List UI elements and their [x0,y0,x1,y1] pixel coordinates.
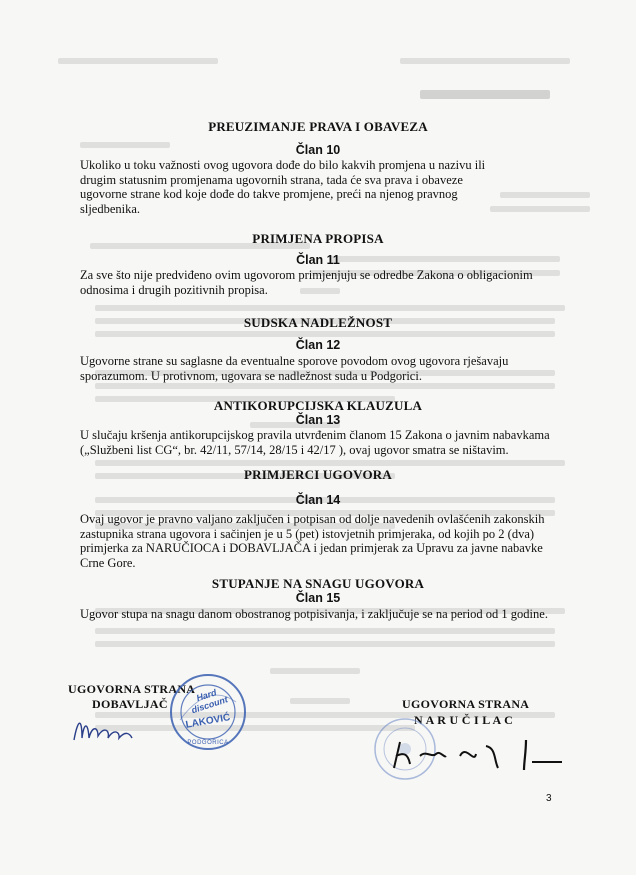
text-line: Ukoliko u toku važnosti ovog ugovora dođe do bilo kakvih promjena u nazivu ili [80,158,486,172]
text-line: Ovaj ugovor je pravno valjano zaključen i potpisan od dolje navedenih ovlašćenih zakonskih [80,512,545,526]
supplier-party-label: UGOVORNA STRANA [68,682,196,696]
article-11-title: Član 11 [296,253,340,267]
heading-primjerci: PRIMJERCI UGOVORA [244,467,392,482]
article-14-title: Član 14 [295,493,341,507]
article-14-text [80,512,562,570]
article-10-text [80,158,558,216]
article-15-title: Član 15 [295,591,341,605]
heading-sudska-nadleznost: SUDSKA NADLEŽNOST [243,315,393,330]
stamp-ring-text: PODGORICA [187,740,229,746]
buyer-signature-icon [386,734,566,774]
text-line: sporazumom. U protivnom, ugovara se nadležnost suda u Podgorici. [80,368,422,383]
heading-antikorupcijska: ANTIKORUPCIJSKA KLAUZULA [213,398,423,413]
text-line: ugovorne strane kod koje dođe do takve promjene, preći na njenog pravnog [80,187,458,201]
buyer-party-label: UGOVORNA STRANA [402,697,530,711]
text-line: („Službeni list CG“, br. 42/11, 57/14, 28/15 i 42/17 ), ovaj ugovor smatra se ništavim. [80,442,509,457]
text-line: zastupnika strana ugovora i sačinjen je u 5 (pet) istovjetnih primjeraka, od kojih po 2 (dva) [80,526,535,541]
heading-stupanje: STUPANJE NA SNAGU UGOVORA [211,576,425,591]
article-15-text [80,607,570,622]
stamp-name-text: LAKOVIĆ [184,712,232,731]
text-line: Ugovor stupa na snagu danom obostranog potpisivanja, i zaključuje se na period od 1 godine. [80,607,548,621]
text-line: Crne Gore. [80,555,136,570]
text-line: sljedbenika. [80,201,141,216]
supplier-signature-icon [70,712,180,746]
supplier-stamp [168,672,248,752]
stamp-center-text: Hard discount [190,687,229,716]
supplier-role-label: DOBAVLJAČ [92,697,168,711]
heading-primjena-propisa: PRIMJENA PROPISA [252,231,384,246]
buyer-role-label: N A R U Č I L A C [414,713,514,727]
article-12-text [80,354,558,383]
heading-preuzimanje: PREUZIMANJE PRAVA I OBAVEZA [208,119,428,134]
article-13-text [80,428,570,457]
text-line: U slučaju kršenja antikorupcijskog pravila utvrđenim članom 15 Zakona o javnim nabavkama [80,428,550,442]
text-line: odnosima i drugih pozitivnih propisa. [80,282,268,297]
article-11-text [80,268,570,297]
page-number: 3 [546,793,552,804]
article-13-title: Član 13 [295,413,341,427]
text-line: drugim statusnim promjenama ugovornih strana, tada će sva prava i obaveze [80,172,463,187]
text-line: primjerka za NARUČIOCA i DOBAVLJAČA i jedan primjerak za Upravu za javne nabavke [80,541,543,555]
article-10-title: Član 10 [295,143,341,157]
text-line: Ugovorne strane su saglasne da eventualne sporove povodom ovog ugovora rješavaju [80,354,509,368]
text-line: Za sve što nije predviđeno ovim ugovorom primjenjuju se odredbe Zakona o obligacionim [80,268,533,282]
article-12-title: Član 12 [295,338,341,352]
